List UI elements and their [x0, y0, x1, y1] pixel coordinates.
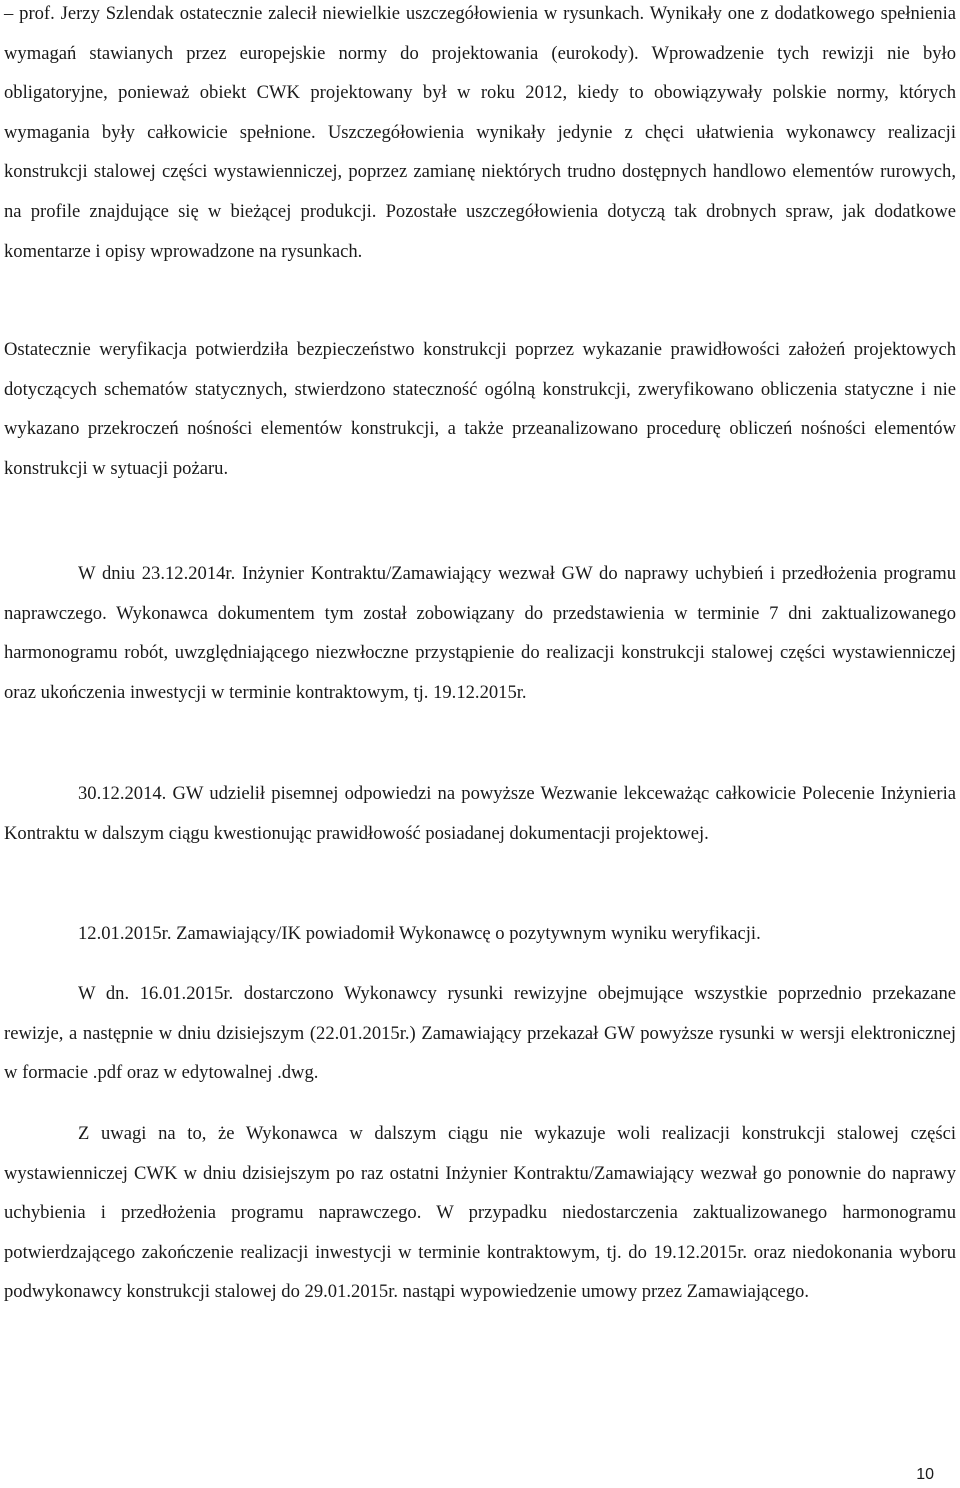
paragraph-bullet-szlendak: – prof. Jerzy Szlendak ostatecznie zalecił niewielkie uszczegółowienia w rysunkach. Wynikały one z dodatkowego spełnienia wymagań stawianych przez europejskie normy do projektowania (eurokody). Wprowadzenie tych rewizji nie było obligatoryjne, ponieważ obiekt CWK projektowany był w roku 2012, kiedy to obowiązywały polskie normy, których wymagania były całkowicie spełnione. Uszczegółowienia wynikały jedynie z chęci ułatwienia wykonawcy realizacji konstrukcji stalowej części wystawienniczej, poprzez zamianę niektórych trudno dostępnych handlowo elementów rurowych, na profile znajdujące się w bieżącej produkcji. Pozostałe uszczegółowienia dotyczą tak drobnych spraw, jak dodatkowe komentarze i opisy wprowadzone na rysunkach. — [4, 3, 956, 262]
paragraph-final-summons: Z uwagi na to, że Wykonawca w dalszym ciągu nie wykazuje woli realizacji konstrukcji stalowej części wystawienniczej CWK w dniu dzisiejszym po raz ostatni Inżynier Kontraktu/Zamawiający wezwał go ponownie do naprawy uchybienia i przedłożenia programu naprawczego. W przypadku niedostarczenia zaktualizowanego harmonogramu potwierdzającego zakończenie realizacji inwestycji w terminie kontraktowym, tj. do 19.12.2015r. oraz niedokonania wyboru podwykonawcy konstrukcji stalowej do 29.01.2015r. nastąpi wypowiedzenie umowy przez Zamawiającego. — [4, 1123, 956, 1303]
page-number: 10 — [916, 1466, 934, 1483]
paragraph-16-01-2015: W dn. 16.01.2015r. dostarczono Wykonawcy rysunki rewizyjne obejmujące wszystkie poprzednio przekazane rewizje, a następnie w dniu dzisiejszym (22.01.2015r.) Zamawiający przekazał GW powyższe rysunki w wersji elektronicznej w formacie .pdf oraz w edytowalnej .dwg. — [4, 983, 956, 1084]
paragraph-23-12-2014: W dniu 23.12.2014r. Inżynier Kontraktu/Zamawiający wezwał GW do naprawy uchybień i przedłożenia programu naprawczego. Wykonawca dokumentem tym został zobowiązany do przedstawienia w terminie 7 dni zaktualizowanego harmonogramu robót, uwzględniającego niezwłoczne przystąpienie do realizacji konstrukcji stalowej części wystawienniczej oraz ukończenia inwestycji w terminie kontraktowym, tj. 19.12.2015r. — [4, 563, 956, 703]
paragraph-12-01-2015: 12.01.2015r. Zamawiający/IK powiadomił Wykonawcę o pozytywnym wyniku weryfikacji. — [78, 923, 761, 944]
paragraph-30-12-2014: 30.12.2014. GW udzielił pisemnej odpowiedzi na powyższe Wezwanie lekceważąc całkowicie Polecenie Inżynieria Kontraktu w dalszym ciągu kwestionując prawidłowość posiadanej dokumentacji projektowej. — [4, 783, 956, 844]
paragraph-verification-summary: Ostatecznie weryfikacja potwierdziła bezpieczeństwo konstrukcji poprzez wykazanie prawidłowości założeń projektowych dotyczących schematów statycznych, stwierdzono stateczność ogólną konstrukcji, zweryfikowano obliczenia statyczne i nie wykazano przekroczeń nośności elementów konstrukcji, a także przeanalizowano procedurę obliczeń nośności elementów konstrukcji w sytuacji pożaru. — [4, 339, 956, 479]
